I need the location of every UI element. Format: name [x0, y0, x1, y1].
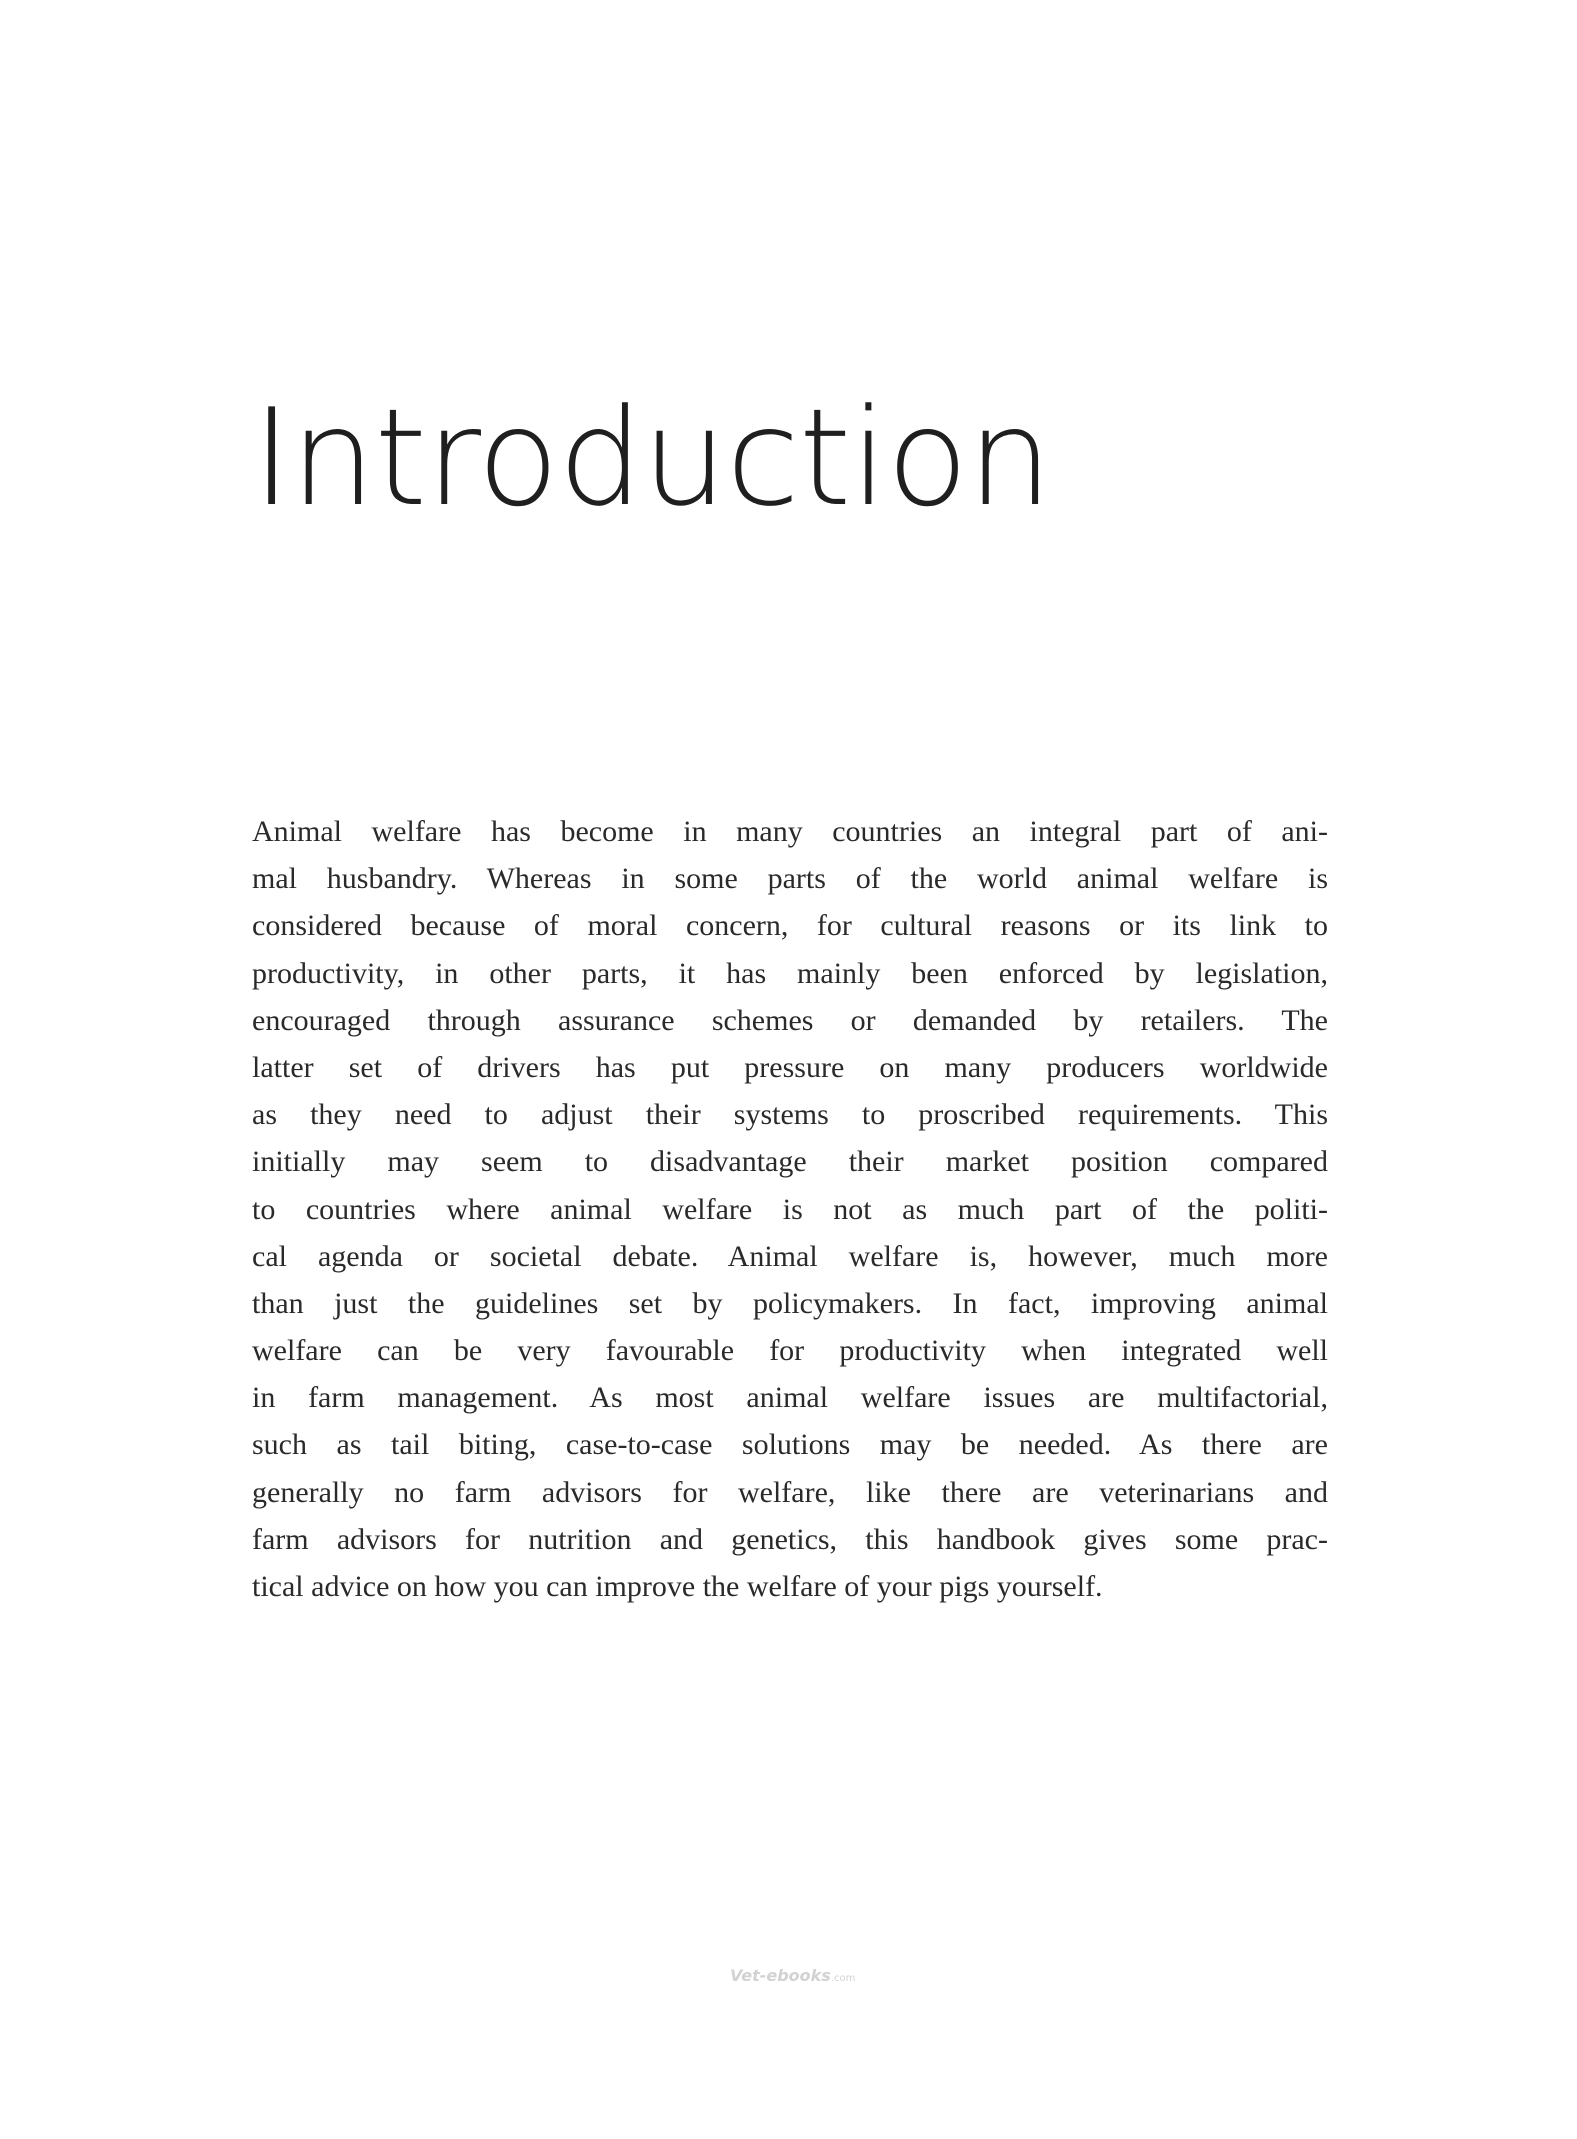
paragraph-line: as they need to adjust their systems to proscribed requirements. This	[252, 1098, 1328, 1132]
paragraph-line: welfare can be very favourable for productivity when integrated well	[252, 1334, 1328, 1368]
paragraph-line: cal agenda or societal debate. Animal welfare is, however, much more	[252, 1239, 1328, 1273]
watermark-logo	[730, 1966, 855, 1985]
paragraph-line: farm advisors for nutrition and genetics, this handbook gives some prac-	[252, 1522, 1328, 1556]
paragraph-line: productivity, in other parts, it has mainly been enforced by legislation,	[252, 956, 1328, 990]
paragraph-line: latter set of drivers has put pressure on many producers worldwide	[252, 1050, 1328, 1084]
paragraph-line: tical advice on how you can improve the welfare of your pigs yourself.	[252, 1570, 1103, 1603]
paragraph-line: to countries where animal welfare is not as much part of the politi-	[252, 1192, 1328, 1226]
watermark-name: Vet-ebooks	[730, 1966, 831, 1985]
paragraph-line: mal husbandry. Whereas in some parts of the world animal welfare is	[252, 862, 1328, 896]
paragraph-line: generally no farm advisors for welfare, like there are veterinarians and	[252, 1475, 1328, 1509]
chapter-title: Introduction	[252, 380, 1052, 536]
paragraph-line: initially may seem to disadvantage their market position compared	[252, 1145, 1328, 1179]
paragraph-line: Animal welfare has become in many countries an integral part of ani-	[252, 815, 1328, 848]
body-paragraph	[252, 808, 1328, 1610]
watermark-domain: .com	[830, 1973, 856, 1984]
paragraph-line: in farm management. As most animal welfare issues are multifactorial,	[252, 1381, 1328, 1415]
paragraph-line: considered because of moral concern, for cultural reasons or its link to	[252, 909, 1328, 943]
paragraph-line: such as tail biting, case-to-case solutions may be needed. As there are	[252, 1428, 1328, 1462]
paragraph-line: encouraged through assurance schemes or demanded by retailers. The	[252, 1003, 1328, 1037]
paragraph-line: than just the guidelines set by policymakers. In fact, improving animal	[252, 1286, 1328, 1320]
